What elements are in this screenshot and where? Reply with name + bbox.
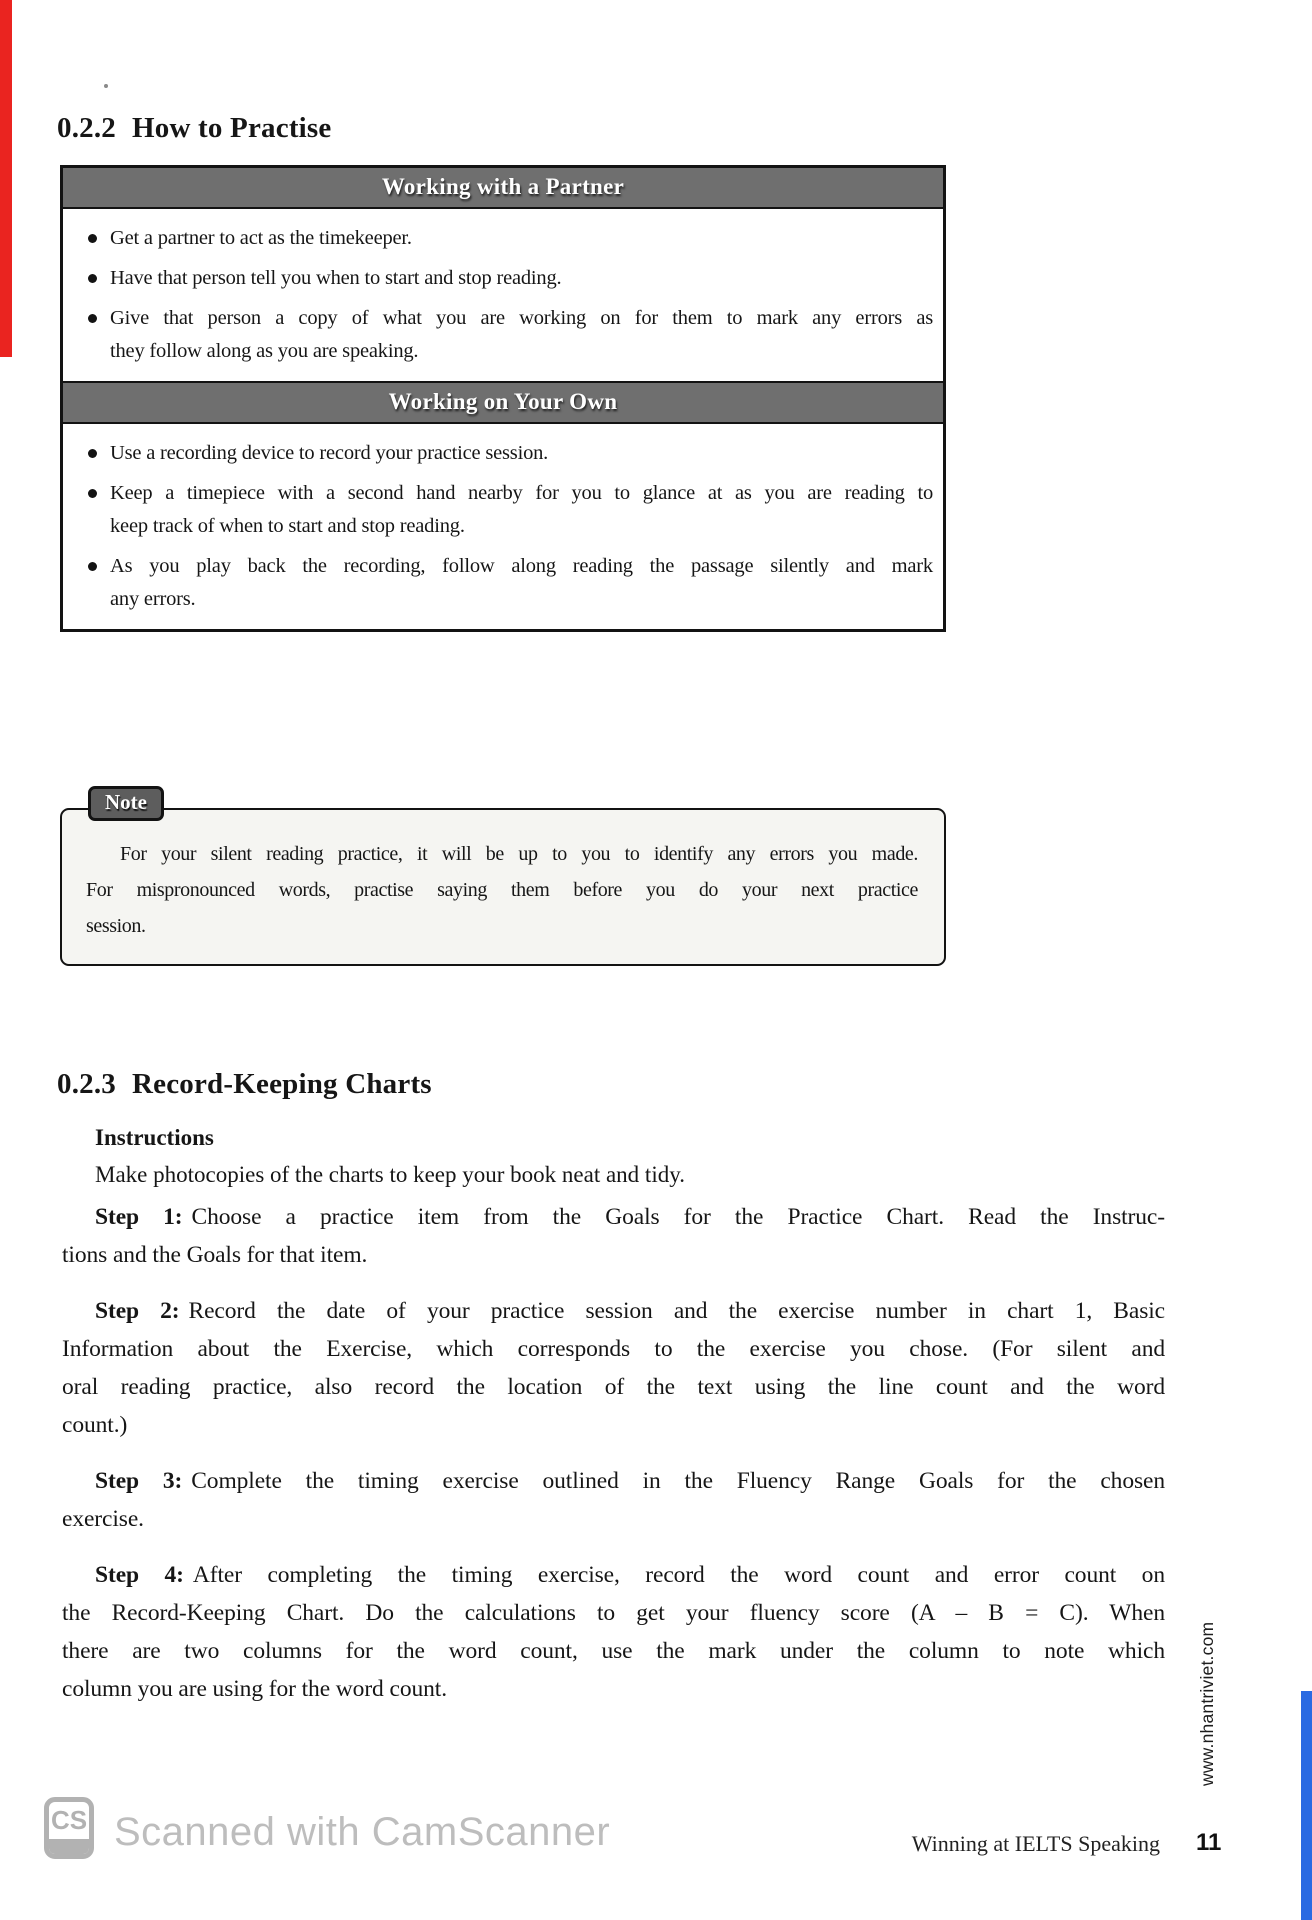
note-line: For your silent reading practice, it will be up to you to identify any errors you made. [120,843,918,865]
practice-methods-box [60,165,946,632]
scan-edge-red-stripe [0,0,12,357]
camscanner-logo-letters: CS [50,1805,88,1835]
section-title: Record-Keeping Charts [132,1068,432,1100]
list-item [88,302,933,368]
instructions-heading: Instructions [95,1125,214,1150]
step-line: oral reading practice, also record the location of the text using the line count and the word [62,1374,1165,1400]
bullet-line: Give that person a copy of what you are working on for them to mark any errors as [110,307,933,329]
section-heading-record-keeping-charts [57,1068,432,1101]
camscanner-logo-icon [44,1797,94,1859]
step-paragraph [62,1198,1165,1274]
step-line: count.) [62,1412,128,1438]
page-number: 11 [1196,1829,1222,1856]
step-paragraph [62,1292,1165,1444]
step-label: Step 1: [95,1204,183,1230]
bullet-dot-icon [88,489,97,498]
steps-section [62,1198,1165,1726]
bullet-dot-icon [88,234,97,243]
list-item [88,437,933,470]
list-item [88,477,933,543]
step-label: Step 2: [95,1298,180,1324]
own-bullet-list [63,424,943,629]
bullet-line: they follow along as you are speaking. [110,340,419,362]
step-line [62,1462,1165,1500]
list-item [88,222,933,255]
section-title: How to Practise [132,112,332,144]
section-heading-how-to-practise [57,112,332,145]
own-header-bar: Working on Your Own [63,381,943,424]
scan-artifact-dot [104,84,108,88]
bullet-line: Keep a timepiece with a second hand nearby for you to glance at as you are reading to [110,482,933,504]
scan-edge-blue-stripe [1301,1691,1312,1920]
publisher-website-watermark: www.nhantriviet.com [1197,1621,1217,1786]
note-tab-label: Note [88,786,164,821]
instructions-body: Make photocopies of the charts to keep your book neat and tidy. [95,1162,685,1187]
step-line: exercise. [62,1506,144,1532]
bullet-dot-icon [88,314,97,323]
footer-book-title: Winning at IELTS Speaking [911,1831,1160,1856]
step-line [62,1292,1165,1330]
step-label: Step 4: [95,1562,184,1588]
bullet-dot-icon [88,562,97,571]
step-text: Choose a practice item from the Goals for the Practice Chart. Read the Instruc- [191,1204,1165,1230]
bullet-line: Have that person tell you when to start and stop reading. [110,267,562,289]
step-text: After completing the timing exercise, record the word count and error count on [192,1562,1165,1588]
bullet-dot-icon [88,449,97,458]
step-line: there are two columns for the word count, use the mark under the column to note which [62,1638,1165,1664]
bullet-line: keep track of when to start and stop reading. [110,515,465,537]
partner-bullet-list [63,209,943,381]
bullet-line: any errors. [110,588,196,610]
step-line: the Record-Keeping Chart. Do the calculations to get your fluency score (A – B = C). When [62,1600,1165,1626]
section-number: 0.2.2 [57,112,116,144]
note-text [62,810,944,944]
bullet-line: Use a recording device to record your practice session. [110,442,549,464]
step-paragraph [62,1556,1165,1708]
step-label: Step 3: [95,1468,183,1494]
step-paragraph [62,1462,1165,1538]
note-line: For mispronounced words, practise saying them before you do your next practice [86,879,918,901]
step-text: Complete the timing exercise outlined in the Fluency Range Goals for the chosen [191,1468,1165,1494]
camscanner-logo-flap [49,1839,89,1854]
step-line [62,1556,1165,1594]
step-line: tions and the Goals for that item. [62,1242,368,1268]
list-item [88,550,933,616]
partner-header-bar: Working with a Partner [63,168,943,209]
camscanner-watermark-text: Scanned with CamScanner [114,1810,611,1854]
bullet-line: As you play back the recording, follow along reading the passage silently and mark [110,555,933,577]
bullet-dot-icon [88,274,97,283]
list-item [88,262,933,295]
note-box [60,790,946,966]
step-text: Record the date of your practice session and the exercise number in chart 1, Basic [188,1298,1165,1324]
section-number: 0.2.3 [57,1068,116,1100]
step-line: column you are using for the word count. [62,1676,447,1702]
bullet-line: Get a partner to act as the timekeeper. [110,227,412,249]
note-line: session. [86,915,146,937]
step-line: Information about the Exercise, which corresponds to the exercise you chose. (For silent and [62,1336,1165,1362]
step-line [62,1198,1165,1236]
